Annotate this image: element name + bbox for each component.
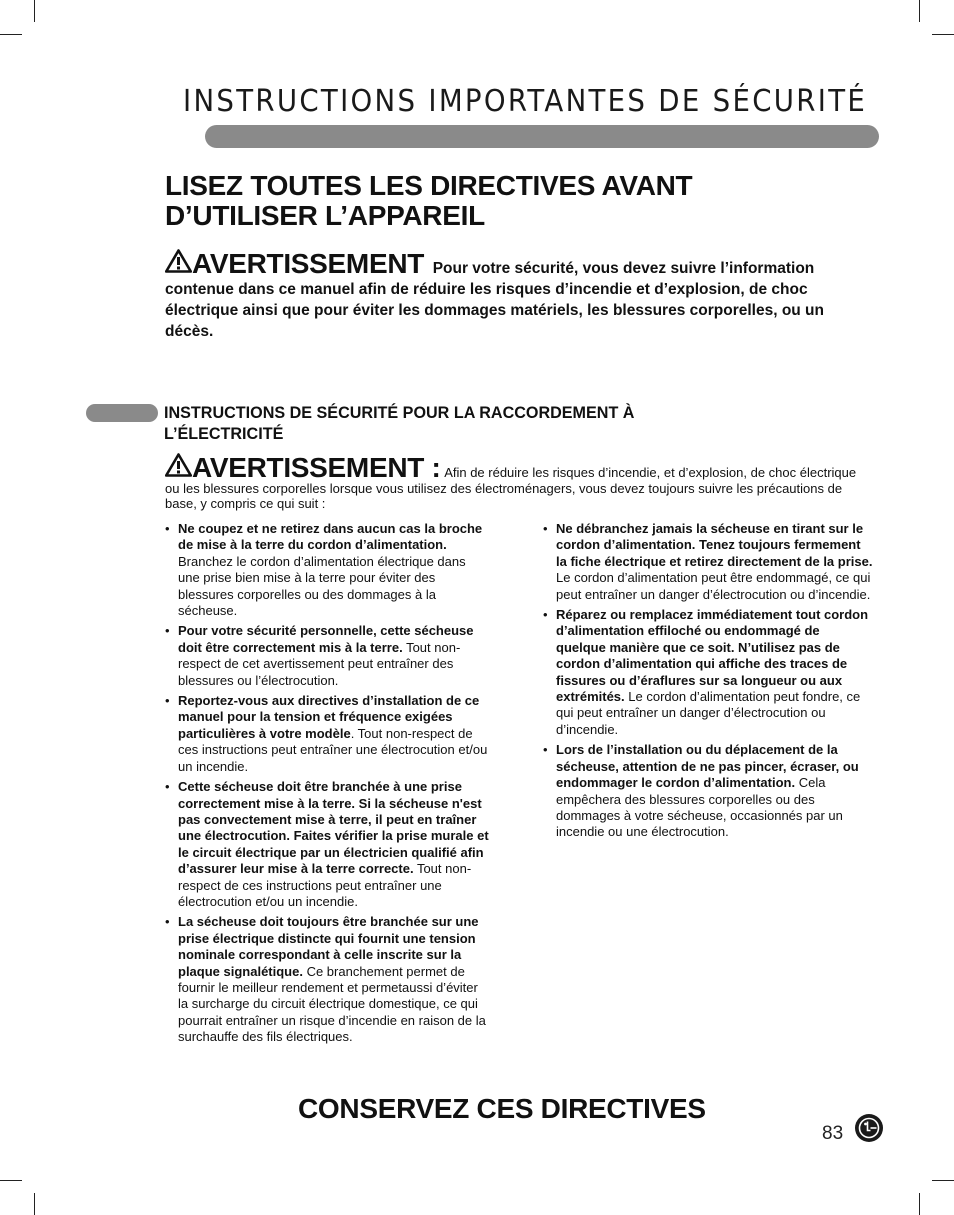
footer-heading: CONSERVEZ CES DIRECTIVES	[298, 1093, 706, 1124]
page-title: INSTRUCTIONS IMPORTANTES DE SÉCURITÉ	[183, 84, 868, 119]
warning-label: AVERTISSEMENT	[165, 248, 424, 279]
lg-logo-icon	[854, 1113, 884, 1143]
list-item: • La sécheuse doit toujours être branchée sur une prise électrique distincte qui fournit une tension nominale correspondant à celle inscrite sur la plaque signalétique. Ce branchement permet de fournir le meilleur rendement et permetaussi d’éviter la surcharge du circuit électrique domestique, ce qui pourrait entraîner un risque d’incendie en raison de la surchauffe des fils électriques.	[165, 914, 490, 1045]
bullet-list-left	[165, 521, 490, 1050]
list-item: • Ne débranchez jamais la sécheuse en tirant sur le cordon d’alimentation. Tenez toujours fermement la fiche électrique et retirez directement de la prise. Le cordon d’alimentation peut être endommagé, ce qui peut entraîner un danger d’électrocution ou d’incendie.	[543, 521, 873, 603]
list-item: • Ne coupez et ne retirez dans aucun cas la broche de mise à la terre du cordon d’alimentation. Branchez le cordon d’alimentation électrique dans une prise bien mise à la terre pour éviter des blessures corporelles ou des dommages à la sécheuse.	[165, 521, 490, 619]
warning-label: AVERTISSEMENT :	[165, 452, 441, 483]
section-marker	[86, 404, 158, 422]
warning-block	[165, 453, 865, 512]
crop-mark	[0, 34, 22, 35]
crop-mark	[34, 0, 35, 22]
list-item: • Réparez ou remplacez immédiatement tout cordon d’alimentation effiloché ou endommagé de quelque manière que ce soit. N’utilisez pas de cordon d’alimentation qui affiche des traces de fissures ou d’éraflures sur sa longueur ou aux extrémités. Le cordon d’alimentation peut fondre, ce qui peut entraîner un danger d’électrocution ou d’incendie.	[543, 607, 873, 738]
bullet-list-right	[543, 521, 873, 845]
list-item: • Reportez-vous aux directives d’installation de ce manuel pour la tension et fréquence exigées particulières à votre modèle. Tout non-respect de ces instructions peut entraîner une électrocution et/ou un incendie.	[165, 693, 490, 775]
warning-text: Pour votre sécurité, vous devez suivre l’information contenue dans ce manuel afin de réduire les risques d’incendie et d’explosion, de choc électrique ainsi que pour éviter les dommages matériels, les blessures corporelles, ou un décès.	[165, 260, 824, 340]
crop-mark	[919, 1193, 920, 1215]
list-item: • Lors de l’installation ou du déplacement de la sécheuse, attention de ne pas pincer, écraser, ou endommager le cordon d’alimentation. Cela empêchera des blessures corporelles ou des dommages à votre sécheuse, occasionnés par un incendie ou une électrocution.	[543, 742, 873, 840]
crop-mark	[919, 0, 920, 22]
crop-mark	[0, 1180, 22, 1181]
main-heading: LISEZ TOUTES LES DIRECTIVES AVANT D’UTILISER L’APPAREIL	[165, 170, 693, 231]
warning-triangle-icon	[165, 453, 192, 477]
warning-triangle-icon	[165, 249, 192, 273]
list-item: • Cette sécheuse doit être branchée à une prise correctement mise à la terre. Si la sécheuse n'est pas convectement mise à terre, il peut en traîner une électrocution. Faites vérifier la prise murale et le circuit électrique par un électricien qualifié afin d’assurer leur mise à la terre correcte. Tout non-respect de ces instructions peut entraîner une électrocution et/ou un incendie.	[165, 779, 490, 910]
title-bar	[205, 125, 879, 148]
crop-mark	[932, 1180, 954, 1181]
page-number: 83	[822, 1123, 844, 1144]
section-heading: INSTRUCTIONS DE SÉCURITÉ POUR LA RACCORDEMENT À L’ÉLECTRICITÉ	[164, 403, 635, 443]
crop-mark	[34, 1193, 35, 1215]
crop-mark	[932, 34, 954, 35]
warning-block	[165, 249, 835, 342]
warning-text: Afin de réduire les risques d’incendie, et d’explosion, de choc électrique ou les blessures corporelles lorsque vous utilisez des électroménagers, vous devez toujours suivre les précautions de base, y compris ce qui suit :	[165, 465, 857, 511]
list-item: • Pour votre sécurité personnelle, cette sécheuse doit être correctement mis à la terre. Tout non-respect de cet avertissement peut entraîner des blessures ou l’électrocution.	[165, 623, 490, 689]
